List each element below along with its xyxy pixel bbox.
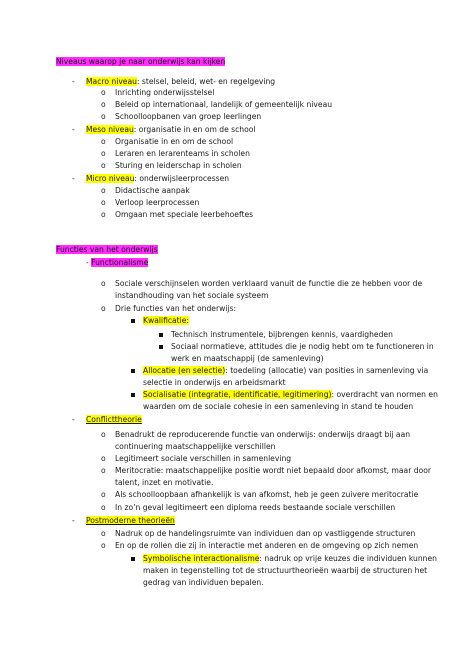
macro-heading: [86, 77, 275, 87]
list-item-cont: talent, inzet en motivatie.: [115, 478, 214, 487]
circle-bullet: o: [101, 279, 106, 288]
list-item-cont: continuering maatschappelijke verschillen: [115, 442, 276, 451]
dash-bullet: -: [72, 125, 75, 134]
list-item-cont: werk en maatschappij (de samenleving): [171, 354, 324, 363]
section-title-text: Niveaus waarop je naar onderwijs kan kijken: [56, 57, 226, 66]
allocatie-desc-cont: selectie in onderwijs en arbeidsmarkt: [143, 378, 286, 387]
conflicttheorie-heading: [86, 415, 142, 425]
square-bullet-icon: [131, 557, 135, 561]
list-item: Inrichting onderwijsstelsel: [115, 88, 215, 97]
allocatie-label: Allocatie (en selectie): [143, 366, 226, 375]
list-item: Nadruk op de handelingsruimte van individuen dan op vastliggende structuren: [115, 529, 416, 538]
kwalificatie-heading: [143, 316, 189, 326]
allocatie-heading: [143, 366, 428, 376]
meso-label: Meso niveau: [86, 125, 134, 134]
micro-label: Micro niveau: [86, 174, 135, 183]
symbolisch-desc: : nadruk op vrije keuzes die individuen kunnen: [259, 554, 437, 563]
kwalificatie-label: Kwalificatie:: [143, 316, 189, 325]
micro-desc: : onderwijsleerprocessen: [134, 174, 230, 183]
postmoderne-heading: [86, 516, 175, 526]
dash-bullet: -: [72, 415, 75, 424]
circle-bullet: o: [101, 161, 106, 170]
list-item: Benadrukt de reproducerende functie van onderwijs: onderwijs draagt bij aan: [115, 430, 411, 439]
dash-bullet: -: [86, 258, 92, 267]
symbolisch-label: Symbolische interactionalisme: [143, 554, 260, 563]
list-item: Schoolloopbanen van groep leerlingen: [115, 112, 262, 121]
symbolisch-desc-cont: gedrag van individuen bepalen.: [143, 578, 264, 587]
list-item: Meritocratie: maatschappelijke positie wordt niet bepaald door afkomst, maar door: [115, 466, 431, 475]
list-item: En op de rollen die zij in interactie met anderen en de omgeving op zich nemen: [115, 541, 419, 550]
list-item: Didactische aanpak: [115, 186, 190, 195]
circle-bullet: o: [101, 529, 106, 538]
square-bullet-icon: [159, 345, 163, 349]
conflicttheorie-label: Conflicttheorie: [86, 415, 142, 424]
list-item: Sturing en leiderschap in scholen: [115, 161, 242, 170]
socialisatie-desc: : overdracht van normen en: [331, 390, 438, 399]
list-item: Verloop leerprocessen: [115, 198, 200, 207]
macro-desc: : stelsel, beleid, wet- en regelgeving: [136, 77, 276, 86]
micro-heading: [86, 174, 229, 184]
square-bullet-icon: [159, 333, 163, 337]
circle-bullet: o: [101, 88, 106, 97]
socialisatie-label: Socialisatie (integratie, identificatie, legitimering): [143, 390, 332, 399]
list-item: Organisatie in en om de school: [115, 137, 234, 146]
square-bullet-icon: [131, 319, 135, 323]
functionalisme-label: Functionalisme: [91, 258, 149, 267]
list-item: Legitimeert sociale verschillen in samenleving: [115, 454, 292, 463]
paragraph-line: Sociale verschijnselen worden verklaard vanuit de functie die ze hebben voor de: [115, 279, 423, 288]
list-item: Leraren en lerarenteams in scholen: [115, 149, 250, 158]
list-item: Als schoolloopbaan afhankelijk is van afkomst, heb je geen zuivere meritocratie: [115, 490, 419, 499]
list-item: Beleid op internationaal, landelijk of gemeentelijk niveau: [115, 100, 333, 109]
allocatie-desc: : toedeling (allocatie) van posities in samenleving via: [225, 366, 429, 375]
dash-bullet: -: [72, 174, 75, 183]
socialisatie-desc-cont: waarden om de sociale cohesie in een samenleving in stand te houden: [143, 402, 414, 411]
functionalisme-heading: [86, 258, 148, 268]
list-item: Sociaal normatieve, attitudes die je nodig hebt om te functioneren in: [171, 342, 434, 351]
circle-bullet: o: [101, 149, 106, 158]
socialisatie-heading: [143, 390, 438, 400]
macro-label: Macro niveau: [86, 77, 137, 86]
circle-bullet: o: [101, 503, 106, 512]
meso-desc: : organisatie in en om de school: [133, 125, 256, 134]
square-bullet-icon: [131, 393, 135, 397]
circle-bullet: o: [101, 304, 106, 313]
circle-bullet: o: [101, 466, 106, 475]
list-item: Omgaan met speciale leerbehoeftes: [115, 210, 254, 219]
circle-bullet: o: [101, 198, 106, 207]
meso-heading: [86, 125, 256, 135]
section-title-text: Functies van het onderwijs: [56, 245, 158, 254]
circle-bullet: o: [101, 490, 106, 499]
square-bullet-icon: [131, 369, 135, 373]
circle-bullet: o: [101, 210, 106, 219]
postmoderne-label: Postmoderne theorieën: [86, 516, 175, 525]
section-title-functies: [56, 245, 158, 255]
list-item: Technisch instrumentele, bijbrengen kennis, vaardigheden: [171, 330, 393, 339]
paragraph-line: instandhouding van het sociale systeem: [115, 291, 269, 300]
dash-bullet: -: [72, 516, 75, 525]
circle-bullet: o: [101, 100, 106, 109]
paragraph-line: Drie functies van het onderwijs:: [115, 304, 237, 313]
circle-bullet: o: [101, 137, 106, 146]
section-title-niveaus: [56, 57, 225, 67]
dash-bullet: -: [72, 77, 75, 86]
symbolisch-heading: [143, 554, 437, 564]
circle-bullet: o: [101, 430, 106, 439]
circle-bullet: o: [101, 541, 106, 550]
list-item: In zo’n geval legitimeert een diploma reeds bestaande sociale verschillen: [115, 503, 396, 512]
symbolisch-desc-cont: maken in tegenstelling tot de structuurtheorieën waarbij de structuren het: [143, 566, 428, 575]
circle-bullet: o: [101, 454, 106, 463]
circle-bullet: o: [101, 112, 106, 121]
circle-bullet: o: [101, 186, 106, 195]
